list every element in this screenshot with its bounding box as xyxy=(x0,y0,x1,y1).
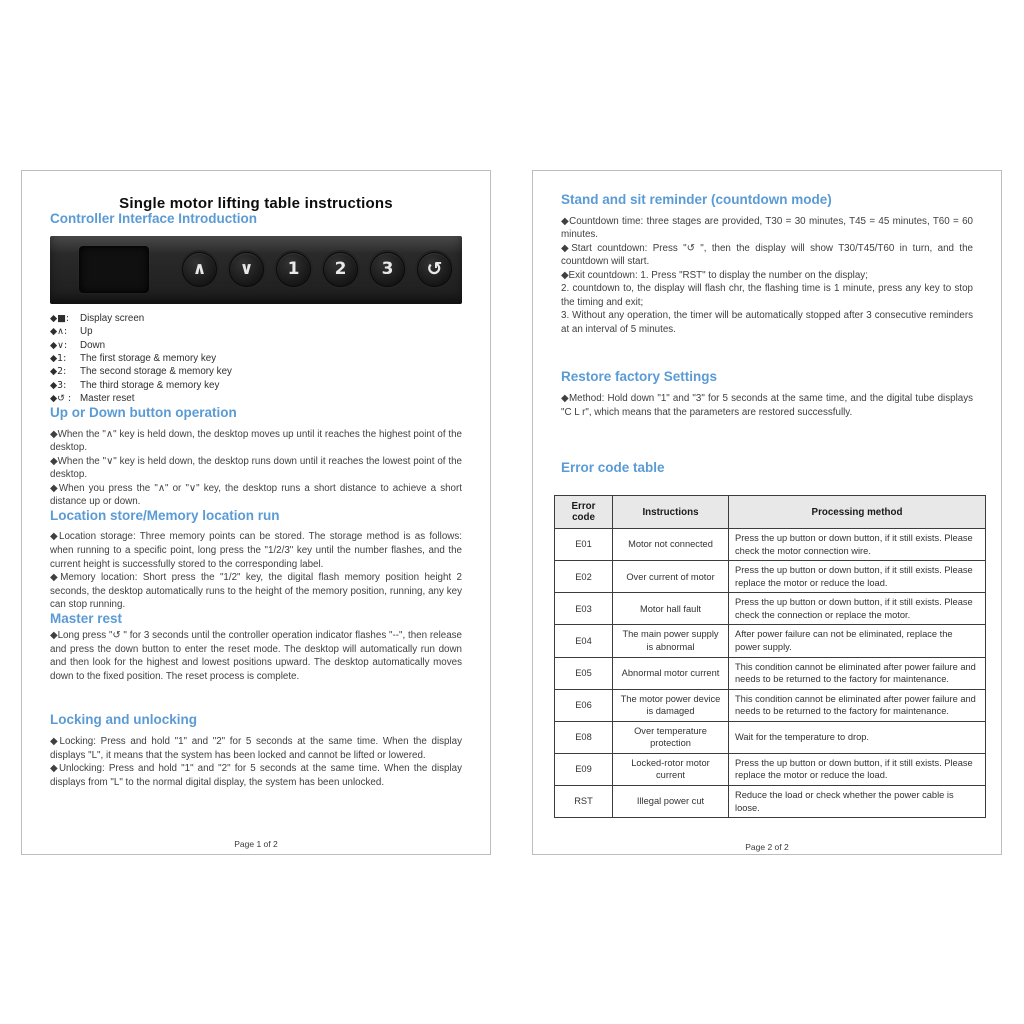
error-table-row xyxy=(555,689,986,721)
section-heading-error-code-table: Error code table xyxy=(561,460,665,476)
error-table-row xyxy=(555,625,986,657)
error-instruction-cell: Motor hall fault xyxy=(613,593,729,625)
error-table-row xyxy=(555,753,986,785)
section-heading-locking-unlocking: Locking and unlocking xyxy=(50,712,198,728)
controller-display-screen xyxy=(79,246,149,293)
legend-symbol: ◆3: xyxy=(50,379,67,391)
error-table-row xyxy=(555,561,986,593)
legend-item xyxy=(50,325,462,338)
error-code-cell: E02 xyxy=(555,561,613,593)
error-processing-cell: Press the up button or down button, if it still exists. Please replace the motor or reduce the load. xyxy=(729,561,986,593)
error-code-table xyxy=(554,495,986,818)
error-instruction-cell: Motor not connected xyxy=(613,529,729,561)
legend-label: The second storage & memory key xyxy=(80,366,232,378)
page-number-footer: Page 1 of 2 xyxy=(234,839,278,849)
legend-label: The first storage & memory key xyxy=(80,353,217,365)
section-heading-master-rest: Master rest xyxy=(50,610,123,626)
master-rest-paragraphs xyxy=(50,629,462,683)
legend-symbol: ◆∧: xyxy=(50,326,68,338)
error-processing-cell: Wait for the temperature to drop. xyxy=(729,721,986,753)
error-instruction-cell: Over current of motor xyxy=(613,561,729,593)
paragraph: ◆Locking: Press and hold "1" and "2" for 5 seconds at the same time. When the display displays "L", it means that the system has been locked and cannot be lifted or lowered. xyxy=(50,736,462,761)
paragraph: ◆Long press "↺ " for 3 seconds until the controller operation indicator flashes "--", then release and press the down button to enter the reset mode. The desktop will automatically run down and then look for the highest and lowest positions upward. The desktop automatically moves down to the fixed position. The reset process is complete. xyxy=(50,630,462,682)
controller-button-icon: 2 xyxy=(323,252,358,287)
controller-panel-image xyxy=(50,236,462,304)
legend-symbol: ◆1: xyxy=(50,353,67,365)
controller-button-icon: 3 xyxy=(370,252,405,287)
legend-label: Master reset xyxy=(80,393,135,405)
error-code-cell: E06 xyxy=(555,689,613,721)
paragraph: ◆When you press the "∧" or "∨" key, the desktop runs a short distance to achieve a short distance up or down. xyxy=(50,482,462,508)
paragraph: 3. Without any operation, the timer will be automatically stopped after 3 consecutive reminders at an interval of 5 minutes. xyxy=(561,310,973,335)
error-instruction-cell: The main power supply is abnormal xyxy=(613,625,729,657)
legend-symbol: ◆2: xyxy=(50,366,67,378)
error-processing-cell: Reduce the load or check whether the power cable is loose. xyxy=(729,785,986,817)
location-store-paragraphs xyxy=(50,530,462,611)
section-heading-location-store: Location store/Memory location run xyxy=(50,507,280,523)
error-table-row xyxy=(555,529,986,561)
controller-buttons xyxy=(182,252,452,287)
error-table-row xyxy=(555,785,986,817)
controller-button-icon: ∨ xyxy=(229,252,264,287)
paragraph: ◆Memory location: Short press the "1/2" key, the digital flash memory position height 2 seconds, the desktop automatically runs to the height of the memory position, running, any key can stop running. xyxy=(50,572,462,611)
page-1 xyxy=(21,170,491,855)
controller-button-icon: ↺ xyxy=(417,252,452,287)
legend-symbol: ◆↺ : xyxy=(50,393,72,405)
error-table-row xyxy=(555,593,986,625)
section-heading-stand-sit-reminder: Stand and sit reminder (countdown mode) xyxy=(561,192,832,207)
error-code-cell: E03 xyxy=(555,593,613,625)
page-2 xyxy=(532,170,1002,855)
legend-symbol: ◆■: xyxy=(50,312,70,324)
error-processing-cell: This condition cannot be eliminated after power failure and needs to be returned to the factory for maintenance. xyxy=(729,689,986,721)
paragraph: ◆When the "∨" key is held down, the desktop runs down until it reaches the lowest point of the desktop. xyxy=(50,455,462,481)
legend-item xyxy=(50,392,462,405)
error-code-cell: E08 xyxy=(555,721,613,753)
legend-label: The third storage & memory key xyxy=(80,379,220,391)
legend-label: Up xyxy=(80,326,93,338)
error-code-cell: E09 xyxy=(555,753,613,785)
error-instruction-cell: Abnormal motor current xyxy=(613,657,729,689)
paragraph: ◆Start countdown: Press "↺ ", then the display will show T30/T45/T60 in turn, and the countdown will start. xyxy=(561,242,973,268)
paragraph: ◆Exit countdown: 1. Press "RST" to display the number on the display; xyxy=(561,269,868,281)
error-instruction-cell: Over temperature protection xyxy=(613,721,729,753)
error-code-cell: E04 xyxy=(555,625,613,657)
paragraph: ◆Method: Hold down "1" and "3" for 5 seconds at the same time, and the digital tube displays "C L r", which means that the parameters are restored successfully. xyxy=(561,393,973,418)
error-table-row xyxy=(555,657,986,689)
legend-symbol: ◆∨: xyxy=(50,339,68,351)
legend-item xyxy=(50,365,462,378)
error-processing-cell: Press the up button or down button, if it still exists. Please check the connection or replace the motor. xyxy=(729,593,986,625)
error-instruction-cell: Illegal power cut xyxy=(613,785,729,817)
error-instruction-cell: Locked-rotor motor current xyxy=(613,753,729,785)
error-processing-cell: After power failure can not be eliminated, replace the power supply. xyxy=(729,625,986,657)
error-table-header-row xyxy=(555,496,986,529)
controller-legend xyxy=(50,312,462,406)
error-processing-cell: Press the up button or down button, if it still exists. Please check the motor connection wire. xyxy=(729,529,986,561)
legend-item xyxy=(50,379,462,392)
error-code-cell: E01 xyxy=(555,529,613,561)
paragraph: ◆When the "∧" key is held down, the desktop moves up until it reaches the highest point of the desktop. xyxy=(50,428,462,454)
section-heading-up-down-operation: Up or Down button operation xyxy=(50,404,237,420)
controller-button-icon: 1 xyxy=(276,252,311,287)
error-table-header-cell: Processing method xyxy=(729,496,986,529)
page-number-footer: Page 2 of 2 xyxy=(745,842,789,852)
paragraph: ◆Unlocking: Press and hold "1" and "2" for 5 seconds at the same time. When the display displays from "L" to the normal digital display, the system has been unlocked. xyxy=(50,763,462,788)
error-processing-cell: Press the up button or down button, if it still exists. Please replace the motor or reduce the load. xyxy=(729,753,986,785)
paragraph: ◆Location storage: Three memory points can be stored. The storage method is as follows: when running to a specific point, long press the "1/2/3" key until the number flashes, and the current height is successfully stored to the corresponding label. xyxy=(50,531,462,570)
legend-label: Display screen xyxy=(80,312,145,324)
paragraph: 2. countdown to, the display will flash chr, the flashing time is 1 minute, press any key to stop the timing and exit; xyxy=(561,283,973,308)
error-code-cell: E05 xyxy=(555,657,613,689)
reminder-paragraphs xyxy=(561,215,973,337)
error-processing-cell: This condition cannot be eliminated after power failure and needs to be returned to the factory for maintenance. xyxy=(729,657,986,689)
legend-item xyxy=(50,339,462,352)
paragraph: ◆Countdown time: three stages are provided, T30 = 30 minutes, T45 = 45 minutes, T60 = 60 minutes. xyxy=(561,215,973,241)
up-down-paragraphs xyxy=(50,428,462,509)
error-table-header-cell: Instructions xyxy=(613,496,729,529)
error-code-cell: RST xyxy=(555,785,613,817)
legend-item xyxy=(50,312,462,325)
document-title: Single motor lifting table instructions xyxy=(119,195,393,212)
error-table-row xyxy=(555,721,986,753)
section-heading-controller-interface: Controller Interface Introduction xyxy=(50,211,258,226)
error-instruction-cell: The motor power device is damaged xyxy=(613,689,729,721)
locking-paragraphs xyxy=(50,735,462,789)
error-table-header-cell: Error code xyxy=(555,496,613,529)
restore-paragraphs xyxy=(561,392,973,419)
legend-item xyxy=(50,352,462,365)
controller-button-icon: ∧ xyxy=(182,252,217,287)
section-heading-restore-factory: Restore factory Settings xyxy=(561,369,718,385)
error-table-body xyxy=(555,529,986,818)
legend-label: Down xyxy=(80,339,106,351)
